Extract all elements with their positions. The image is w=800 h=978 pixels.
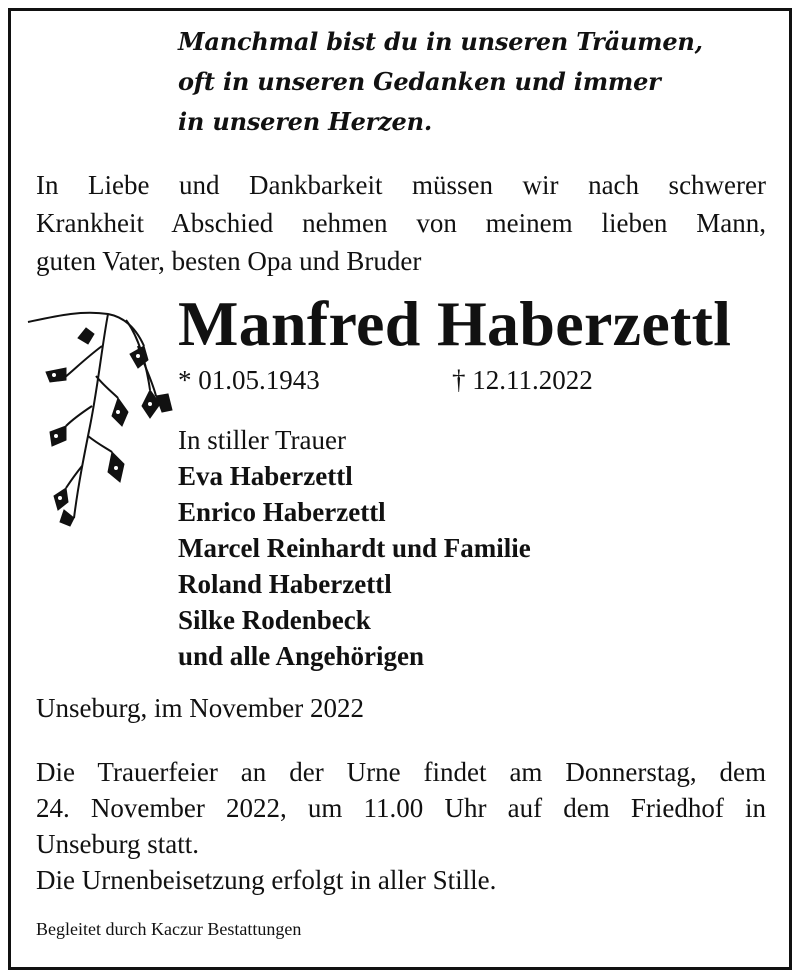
birth-date: * 01.05.1943 xyxy=(178,365,320,395)
mourners-heading: In stiller Trauer xyxy=(178,425,346,455)
death-date: † 12.11.2022 xyxy=(452,365,593,395)
mourner-name: Eva Haberzettl xyxy=(178,461,353,491)
intro-line-3: guten Vater, besten Opa und Bruder xyxy=(36,246,422,276)
funeral-home-credit: Begleitet durch Kaczur Bestattungen xyxy=(36,919,302,939)
service-line-1: Die Trauerfeier an der Urne findet am Donnerstag, dem xyxy=(36,757,766,787)
birch-branch-icon xyxy=(26,306,176,528)
mourners-block xyxy=(178,422,531,674)
quote-line-3: in unseren Herzen. xyxy=(178,107,433,136)
mourner-name: Enrico Haberzettl xyxy=(178,497,386,527)
intro-text xyxy=(36,166,766,280)
service-line-3: Unseburg statt. xyxy=(36,829,199,859)
service-line-2: 24. November 2022, um 11.00 Uhr auf dem Friedhof in xyxy=(36,793,766,823)
mourner-name: Roland Haberzettl xyxy=(178,569,392,599)
deceased-name: Manfred Haberzettl xyxy=(178,288,732,359)
mourner-name: Marcel Reinhardt und Familie xyxy=(178,533,531,563)
mourner-name: Silke Rodenbeck xyxy=(178,605,371,635)
service-info xyxy=(36,754,766,898)
mourner-name: und alle Angehörigen xyxy=(178,641,425,671)
quote-line-2: oft in unseren Gedanken und immer xyxy=(178,67,661,96)
quote-line-1: Manchmal bist du in unseren Träumen, xyxy=(178,27,703,56)
intro-line-2: Krankheit Abschied nehmen von meinem lieben Mann, xyxy=(36,208,766,238)
intro-line-1: In Liebe und Dankbarkeit müssen wir nach schwerer xyxy=(36,170,766,200)
memorial-quote xyxy=(178,22,703,142)
service-line-4: Die Urnenbeisetzung erfolgt in aller Stille. xyxy=(36,865,497,895)
place-date: Unseburg, im November 2022 xyxy=(36,693,364,723)
